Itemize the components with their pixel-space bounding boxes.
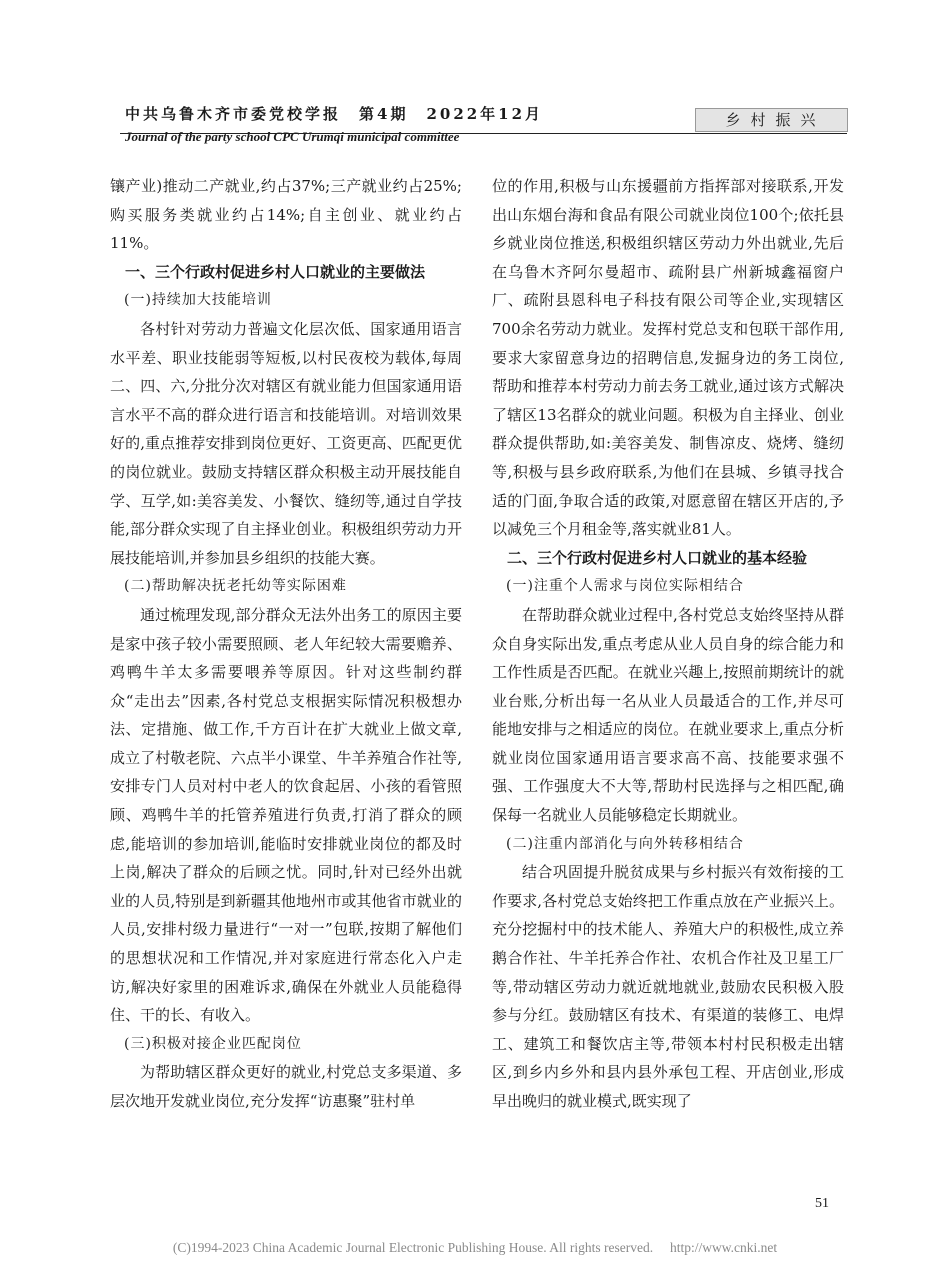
page-number: 51 (815, 1196, 829, 1211)
paragraph: 位的作用,积极与山东援疆前方指挥部对接联系,开发出山东烟台海和食品有限公司就业岗位100个;依托县乡就业岗位推送,积极组织辖区劳动力外出就业,先后在乌鲁木齐阿尔曼超市、疏附县广州新城鑫福窗户厂、疏附县恩科电子科技有限公司等企业,实现辖区700余名劳动力就业。发挥村党总支和包联干部作用,要求大家留意身边的招聘信息,发掘身边的务工岗位,帮助和推荐本村劳动力前去务工就业,通过该方式解决了辖区13名群众的就业问题。积极为自主择业、创业群众提供帮助,如:美容美发、制售凉皮、烧烤、缝纫等,积极与县乡政府联系,为他们在县城、乡镇寻找合适的门面,争取合适的政策,对愿意留在辖区开店的,予以减免三个月租金等,落实就业81人。 (492, 177, 844, 539)
paragraph: 镶产业)推动二产就业,约占37%;三产就业约占25%;购买服务类就业约占14%;自主创业、就业约占11%。 (110, 177, 462, 253)
subsection-heading: (一)注重个人需求与岗位实际相结合 (506, 578, 744, 595)
paragraph: 各村针对劳动力普遍文化层次低、国家通用语言水平差、职业技能弱等短板,以村民夜校为载体,每周二、四、六,分批分次对辖区有就业能力但国家通用语言水平不高的群众进行语言和技能培训。对培训效果好的,重点推荐安排到岗位更好、工资更高、匹配更优的岗位就业。鼓励支持辖区群众积极主动开展技能自学、互学,如:美容美发、小餐饮、缝纫等,通过自学技能,部分群众实现了自主择业创业。积极组织劳动力开展技能培训,并参加县乡组织的技能大赛。 (110, 319, 462, 567)
paragraph: 在帮助群众就业过程中,各村党总支始终坚持从群众自身实际出发,重点考虑从业人员自身的综合能力和工作性质是否匹配。在就业兴趣上,按照前期统计的就业台账,分析出每一名从业人员最适合的工作,并尽可能地安排与之相适应的岗位。在就业要求上,重点分析就业岗位国家通用语言要求高不高、技能要求强不强、工作强度大不大等,帮助村民选择与之相匹配,确保每一名就业人员能够稳定长期就业。 (492, 605, 844, 825)
left-column (110, 172, 462, 1116)
subsection-heading: (二)帮助解决抚老托幼等实际困难 (124, 578, 347, 595)
header-divider (120, 133, 847, 134)
section-tag: 乡村振兴 (695, 108, 848, 132)
subsection-heading: (一)持续加大技能培训 (124, 292, 272, 309)
copyright-footer: (C)1994-2023 China Academic Journal Electronic Publishing House. All rights reserved. http://www.cnki.net (172, 1240, 778, 1255)
paragraph: 通过梳理发现,部分群众无法外出务工的原因主要是家中孩子较小需要照顾、老人年纪较大需要赡养、鸡鸭牛羊太多需要喂养等原因。针对这些制约群众“走出去”因素,各村党总支根据实际情况积极想办法、定措施、做工作,千方百计在扩大就业上做文章,成立了村敬老院、六点半小课堂、牛羊养殖合作社等,安排专门人员对村中老人的饮食起居、小孩的看管照顾、鸡鸭牛羊的托管养殖进行负责,打消了群众的顾虑,能培训的参加培训,能临时安排就业岗位的都及时上岗,解决了群众的后顾之忧。同时,针对已经外出就业的人员,特别是到新疆其他地州市或其他省市就业的人员,安排村级力量进行“一对一”包联,按期了解他们的思想状况和工作情况,并对家庭进行常态化入户走访,解决好家里的困难诉求,确保在外就业人员能稳得住、干的长、有收入。 (110, 605, 462, 1025)
paragraph: 结合巩固提升脱贫成果与乡村振兴有效衔接的工作要求,各村党总支始终把工作重点放在产业振兴上。充分挖掘村中的技术能人、养殖大户的积极性,成立养鹅合作社、牛羊托养合作社、农机合作社及卫星工厂等,带动辖区劳动力就近就地就业,鼓励农民积极入股参与分红。鼓励辖区有技术、有渠道的装修工、电焊工、建筑工和餐饮店主等,带领本村村民积极走出辖区,到乡内乡外和县内县外承包工程、开店创业,形成早出晚归的就业模式,既实现了 (492, 863, 844, 1110)
journal-title-cn: 中共乌鲁木齐市委党校学报 第4期 2022年12月 (125, 105, 544, 123)
section-heading: 二、三个行政村促进乡村人口就业的基本经验 (507, 548, 808, 567)
subsection-heading: (二)注重内部消化与向外转移相结合 (506, 835, 744, 852)
journal-title-en: Journal of the party school CPC Urumqi municipal committee (125, 129, 460, 144)
section-heading: 一、三个行政村促进乡村人口就业的主要做法 (125, 262, 426, 281)
right-column (492, 172, 844, 1116)
paragraph: 为帮助辖区群众更好的就业,村党总支多渠道、多层次地开发就业岗位,充分发挥“访惠聚”驻村单 (110, 1063, 462, 1110)
subsection-heading: (三)积极对接企业匹配岗位 (124, 1035, 302, 1052)
